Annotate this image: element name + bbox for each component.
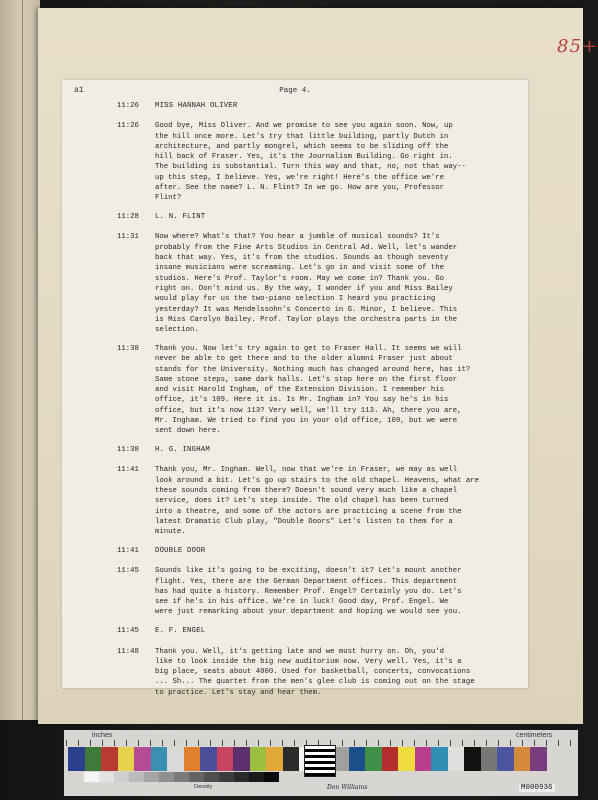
text-line: Mr. Ingham. We tried to find you in your old office, 109, but we were xyxy=(155,417,458,426)
speaker-entry xyxy=(117,626,527,636)
entry-text xyxy=(155,445,517,455)
centimeters-label: centimeters xyxy=(516,732,553,739)
color-swatch xyxy=(68,747,85,771)
color-swatch xyxy=(415,747,432,771)
entry-text xyxy=(155,212,517,222)
card-brand: Don Williams xyxy=(327,784,368,791)
text-line: after. See the name? L. N. Flint? In we go. How are you, Professor xyxy=(155,184,445,193)
text-line: flight. Yes, there are the German Department offices. This department xyxy=(155,577,458,586)
narration-entry xyxy=(117,344,527,437)
text-line: Thank you, Mr. Ingham. Well, now that we're in Fraser, we may as well xyxy=(155,466,458,475)
text-line: Thank you. Well, it's getting late and we must hurry on. Oh, you'd xyxy=(155,647,445,656)
color-calibration-card xyxy=(64,730,578,796)
entry-time: 11:38 xyxy=(117,344,139,353)
text-line: minute. xyxy=(155,528,186,537)
entry-text xyxy=(155,344,517,437)
entry-time: 11:28 xyxy=(117,213,139,222)
gray-patch xyxy=(234,772,249,782)
gray-patch xyxy=(174,772,189,782)
text-line: insane musicians were screaming. Let's go in and visit some of the xyxy=(155,264,445,273)
gray-patch xyxy=(189,772,204,782)
color-swatch xyxy=(151,747,168,771)
narration-entry xyxy=(117,566,527,617)
inches-label: inches xyxy=(92,732,113,739)
text-line: Good bye, Miss Oliver. And we promise to see you again soon. Now, up xyxy=(155,122,453,131)
text-line: is Miss Carolyn Bailey. Prof. Taylor plays the orchestra parts in the xyxy=(155,315,458,324)
narration-entry xyxy=(117,121,527,203)
entry-text xyxy=(155,465,517,537)
color-swatch xyxy=(217,747,234,771)
entry-time: 11:41 xyxy=(117,466,139,475)
text-line: has had quite a history. Remember Prof. Engel? Certainly you do. Let's xyxy=(155,587,462,596)
entry-time: 11:38 xyxy=(117,446,139,455)
speaker-name: DOUBLE DOOR xyxy=(155,546,206,555)
color-swatch xyxy=(431,747,448,771)
speaker-name: H. G. INGHAM xyxy=(155,446,210,455)
text-line: into a theatre, and some of the actors are practicing a scene from the xyxy=(155,507,462,516)
color-swatch xyxy=(382,747,399,771)
gray-patch xyxy=(129,772,144,782)
text-line: up this step, I believe. Yes, we're right! Here's the office we're xyxy=(155,173,445,182)
color-swatch xyxy=(85,747,102,771)
corner-mark: a1 xyxy=(74,86,84,95)
text-line: office, but it's now 113? Very well, we'll try 113. Ah, there you are, xyxy=(155,406,462,415)
text-line: probably from the Fine Arts Studios in Central Ad. Well, let's wander xyxy=(155,243,458,252)
color-swatch xyxy=(134,747,151,771)
gray-patch xyxy=(84,772,99,782)
entry-time: 11:41 xyxy=(117,546,139,555)
speaker-entry xyxy=(117,546,527,556)
text-line: Thank you. Now let's try again to get to Fraser Hall. It seems we will xyxy=(155,344,462,353)
color-swatch xyxy=(514,747,531,771)
text-line: service, does it? Let's step inside. The old chapel has been turned xyxy=(155,497,449,506)
color-swatch xyxy=(365,747,382,771)
text-line: The building is substantial. Turn this way and that, no, not that way-- xyxy=(155,163,466,172)
entry-text xyxy=(155,101,517,111)
entry-time: 11:26 xyxy=(117,102,139,110)
text-line: and visit Harold Ingham, of the Extension Division. I remember his xyxy=(155,386,445,395)
text-line: to practice. Let's stay and hear them. xyxy=(155,688,322,697)
pencil-page-number: 85+ xyxy=(557,36,598,57)
color-swatch xyxy=(398,747,415,771)
color-swatch xyxy=(250,747,267,771)
speaker-entry xyxy=(117,445,527,455)
archive-id: M000936 xyxy=(521,784,553,792)
entry-time: 11:45 xyxy=(117,627,139,636)
color-swatch xyxy=(118,747,135,771)
gray-patch xyxy=(249,772,264,782)
entry-time: 11:48 xyxy=(117,647,139,656)
entry-time: 11:45 xyxy=(117,567,139,576)
binder-edge xyxy=(22,0,23,720)
entry-text xyxy=(155,121,517,203)
text-line: right on. Don't mind us. By the way, I wonder if you and Miss Bailey xyxy=(155,284,453,293)
text-line: back that way. Yes, it's from the studios. Sounds as though seventy xyxy=(155,254,449,263)
gray-patch xyxy=(264,772,279,782)
color-swatch xyxy=(448,747,465,771)
speaker-name: L. N. FLINT xyxy=(155,213,206,222)
density-label: Density xyxy=(194,784,213,790)
gray-patch xyxy=(219,772,234,782)
entry-time: 11:26 xyxy=(117,122,139,131)
speaker-name: E. F. ENGEL xyxy=(155,627,206,636)
resolution-target xyxy=(304,745,336,777)
text-line: hill back of Fraser. Yes, it's the Journalism Building. Go right in. xyxy=(155,153,453,162)
color-swatch xyxy=(266,747,283,771)
gray-patch xyxy=(159,772,174,782)
entry-text xyxy=(155,232,517,335)
text-line: stands for the University. Nothing much has changed around here, has it? xyxy=(155,365,471,374)
text-line: Flint? xyxy=(155,194,182,203)
color-swatch xyxy=(497,747,514,771)
narration-entry xyxy=(117,465,527,537)
text-line: look around a bit. Let's go up stairs to the old chapel. Heavens, what are xyxy=(155,476,480,485)
text-line: studios. Here's Prof. Taylor's room. May we come in? Thank you. Go xyxy=(155,274,445,283)
text-line: latest Dramatic Club play, "Double Doors" Let's listen to them for a xyxy=(155,517,453,526)
text-line: see if he's in his office. We're in luck! Good day, Prof. Engel. We xyxy=(155,598,449,607)
narration-entry xyxy=(117,232,527,335)
binder-strip xyxy=(0,0,40,720)
speaker-entry xyxy=(117,212,527,222)
gray-patch xyxy=(204,772,219,782)
speaker-entry xyxy=(117,101,527,111)
transcript-entries xyxy=(117,101,527,707)
text-line: like to look inside the big new auditorium now. Very well. Yes, it's a xyxy=(155,657,462,666)
color-swatch xyxy=(464,747,481,771)
color-swatch xyxy=(101,747,118,771)
color-swatch xyxy=(481,747,498,771)
text-line: selection. xyxy=(155,326,199,335)
text-line: Sounds like it's going to be exciting, doesn't it? Let's mount another xyxy=(155,567,462,576)
gray-patch xyxy=(99,772,114,782)
text-line: yesterday? It was Mendelssohn's Concerto in G. Minor, I believe. This xyxy=(155,305,458,314)
color-swatch xyxy=(167,747,184,771)
entry-text xyxy=(155,626,517,636)
entry-time: 11:31 xyxy=(117,233,139,242)
color-swatch xyxy=(349,747,366,771)
narration-entry xyxy=(117,647,527,698)
text-line: office, it's 109. Here it is. Is Mr. Ingham in? You say he's in his xyxy=(155,396,449,405)
typed-page xyxy=(62,80,528,697)
color-swatch xyxy=(233,747,250,771)
entry-text xyxy=(155,647,517,698)
gray-scale-row xyxy=(84,772,279,782)
entry-text xyxy=(155,546,517,556)
text-line: never be able to get there and to the older alumni Fraser just about xyxy=(155,355,453,364)
text-line: architecture, and partly mongrel, which seems to be sliding off the xyxy=(155,142,449,151)
text-line: these sounds coming from there? Doesn't sound very much like a chapel xyxy=(155,487,458,495)
text-line: sent down here. xyxy=(155,427,221,436)
color-swatch xyxy=(184,747,201,771)
gray-patch xyxy=(114,772,129,782)
color-swatch xyxy=(530,747,547,771)
text-line: the hill once more. Let's try that little building, partly Dutch in xyxy=(155,132,449,141)
text-line: would play for us the two-piano selection I heard you practicing xyxy=(155,295,436,304)
gray-patch xyxy=(144,772,159,782)
text-line: were just remarking about your department and hoping we would see you. xyxy=(155,608,462,617)
color-swatch xyxy=(283,747,300,771)
text-line: ... Sh... The quartet from the men's glee club is coming out on the stage xyxy=(155,678,475,687)
text-line: Same stone steps, same dark halls. Let's stop here on the first floor xyxy=(155,375,458,384)
entry-text xyxy=(155,566,517,617)
text-line: Now where? What's that? You hear a jumble of musical sounds? It's xyxy=(155,233,440,242)
text-line: big place, seats about 4000. Used for basketball, concerts, convocations xyxy=(155,668,471,677)
color-swatch xyxy=(200,747,217,771)
speaker-name: MISS HANNAH OLIVER xyxy=(155,102,238,110)
page-label: Page 4. xyxy=(279,87,311,95)
